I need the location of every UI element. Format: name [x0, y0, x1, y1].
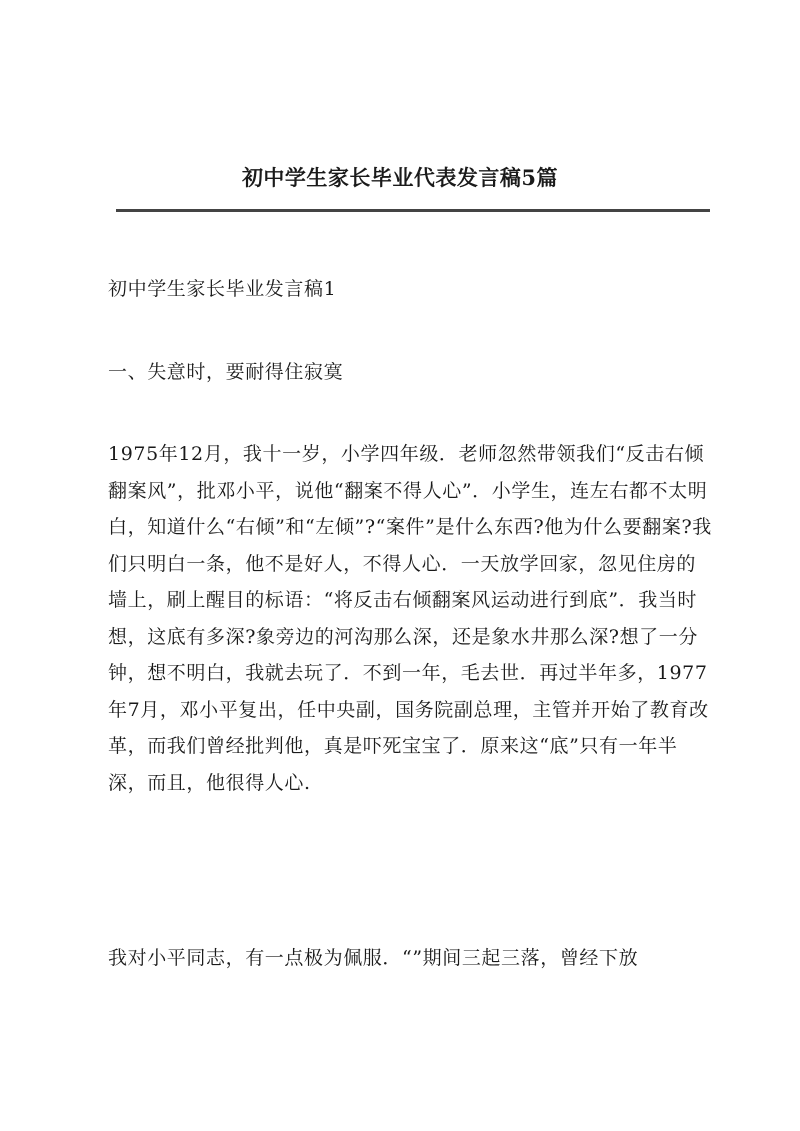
- title-divider: [116, 209, 710, 212]
- body-paragraph: 1975年12月，我十一岁，小学四年级．老师忽然带领我们“反击右倾翻案风”，批邓小平，说他“翻案不得人心”．小学生，连左右都不太明白，知道什么“右倾”和“左倾”?“案件”是什么东西?他为什么要翻案?我们只明白一条，他不是好人，不得人心．一天放学回家，忽见住房的墙上，刷上醒目的标语：“将反击右倾翻案风运动进行到底”．我当时想，这底有多深?象旁边的河沟那么深，还是象水井那么深?想了一分钟，想不明白，我就去玩了．不到一年，毛去世．再过半年多，1977年7月，邓小平复出，任中央副，国务院副总理，主管并开始了教育改革，而我们曾经批判他，真是吓死宝宝了．原来这“底”只有一年半深，而且，他很得人心.: [108, 443, 712, 794]
- document-title: 初中学生家长毕业代表发言稿5篇: [241, 165, 559, 190]
- section-heading: 一、失意时，要耐得住寂寞: [108, 361, 344, 383]
- speech-subtitle: 初中学生家长毕业发言稿1: [108, 278, 337, 300]
- body-paragraph: 我对小平同志，有一点极为佩服．“”期间三起三落，曾经下放: [108, 947, 639, 969]
